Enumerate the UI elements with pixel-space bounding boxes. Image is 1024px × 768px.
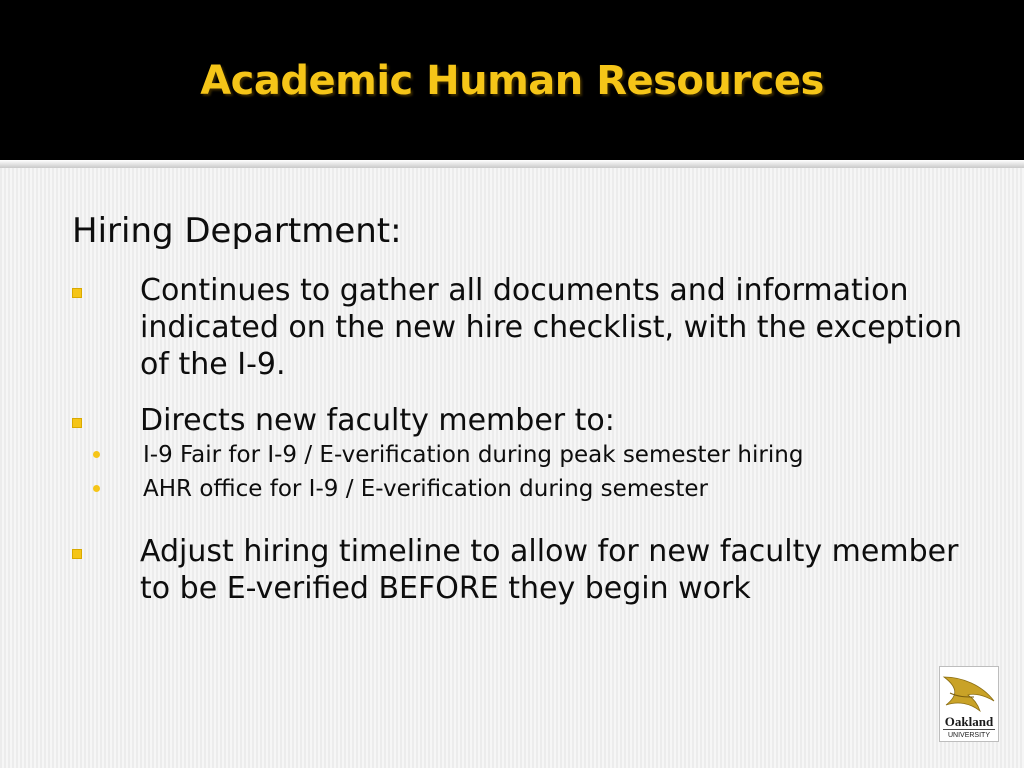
bullet-text: Continues to gather all documents and information indicated on the new hire checklist, with the exception of the I-9. bbox=[140, 273, 963, 382]
slide-title: Academic Human Resources bbox=[200, 58, 824, 104]
slide-body bbox=[72, 208, 972, 607]
bullet-text: Adjust hiring timeline to allow for new faculty member to be E-verified BEFORE they begin work bbox=[140, 534, 959, 606]
dot-bullet-icon bbox=[93, 485, 100, 492]
title-bar-divider bbox=[0, 160, 1024, 168]
logo-wordmark: Oakland bbox=[944, 714, 994, 729]
bullet-text: Directs new faculty member to: bbox=[140, 403, 615, 438]
dot-bullet-icon bbox=[93, 451, 100, 458]
sub-bullet-text: AHR office for I-9 / E-verification during semester bbox=[143, 476, 708, 502]
bullet-item-gather-documents bbox=[72, 272, 972, 383]
sub-bullet-item-i9-fair bbox=[72, 441, 972, 469]
bullet-item-adjust-timeline bbox=[72, 533, 972, 607]
logo-subtitle: UNIVERSITY bbox=[947, 732, 991, 739]
square-bullet-icon bbox=[72, 288, 82, 298]
bullet-item-directs-faculty bbox=[72, 402, 972, 439]
square-bullet-icon bbox=[72, 549, 82, 559]
sub-bullet-text: I-9 Fair for I-9 / E-verification during peak semester hiring bbox=[143, 442, 804, 468]
square-bullet-icon bbox=[72, 418, 82, 428]
sub-bullet-item-ahr-office bbox=[72, 475, 972, 503]
sub-bullet-list bbox=[72, 441, 972, 503]
intro-heading: Hiring Department: bbox=[72, 211, 402, 251]
oakland-university-logo-icon bbox=[939, 666, 999, 742]
